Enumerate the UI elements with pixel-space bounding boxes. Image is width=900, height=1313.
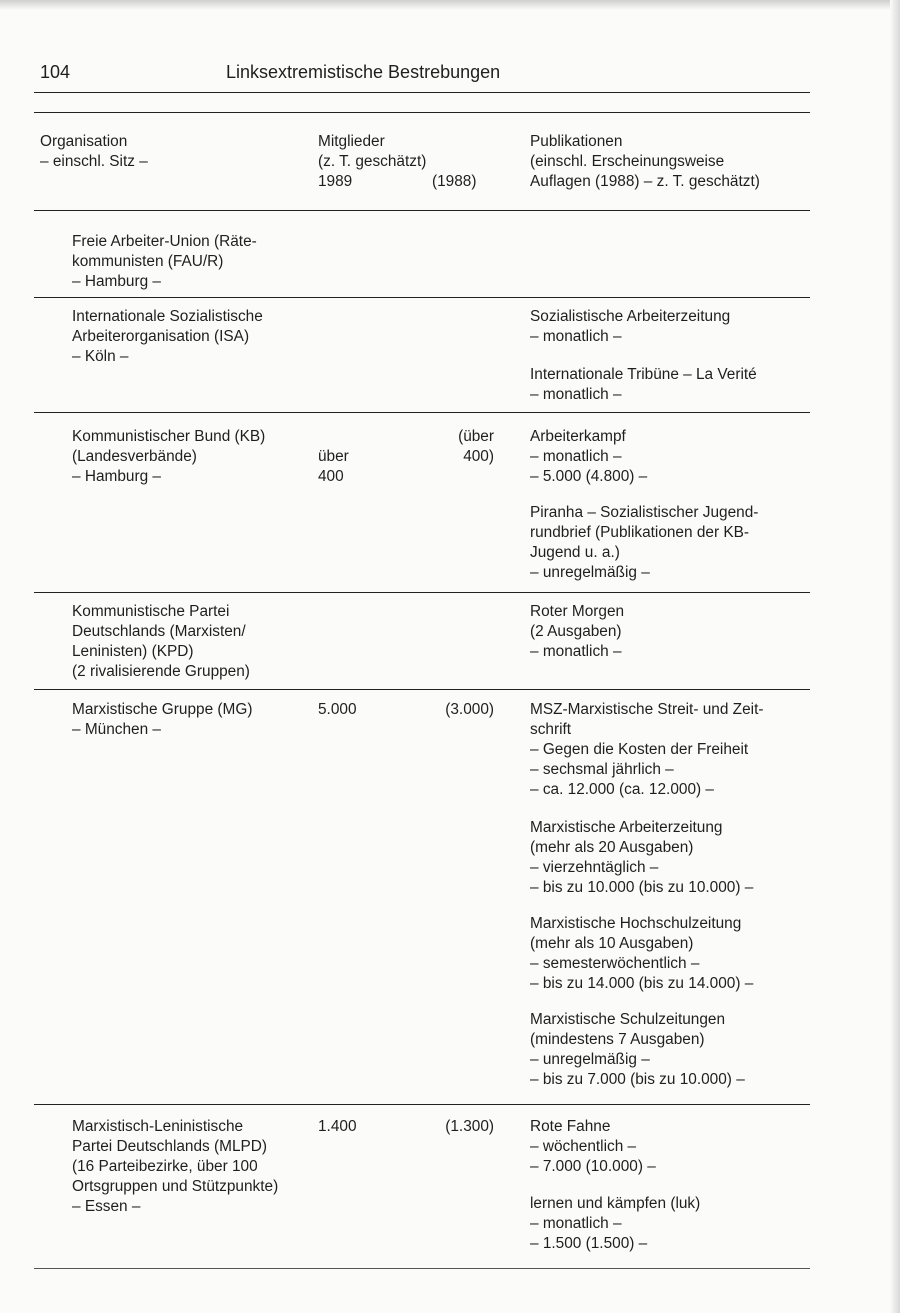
publication-entry: MSZ-Marxistische Streit- und Zeit- schrift – Gegen die Kosten der Freiheit – sechsmal jährlich – – ca. 12.000 (ca. 12.000) – [530, 701, 764, 798]
header-rule [34, 92, 810, 93]
col-header-mitglieder: Mitglieder (z. T. geschätzt) [318, 133, 427, 170]
table-top-rule [34, 112, 810, 113]
col-header-1989: 1989 [318, 173, 353, 190]
publication-entry: Internationale Tribüne – La Verité – monatlich – [530, 366, 757, 403]
publication-entry: Rote Fahne – wöchentlich – – 7.000 (10.000) – [530, 1118, 656, 1175]
members-1989 [318, 427, 388, 487]
row-divider [34, 689, 810, 690]
header-bottom-rule [34, 210, 810, 211]
row-org: Kommunistische Partei Deutschlands (Marxisten/ Leninisten) (KPD) (2 rivalisierende Gruppen) [72, 603, 250, 680]
publication-entry: lernen und kämpfen (luk) – monatlich – – 1.500 (1.500) – [530, 1195, 701, 1252]
publication-entry: Arbeiterkampf – monatlich – – 5.000 (4.800) – [530, 428, 648, 485]
row-divider [34, 297, 810, 298]
row-divider [34, 592, 810, 593]
col-header-organisation: Organisation – einschl. Sitz – [40, 133, 148, 170]
members-1989: 5.000 [318, 701, 357, 718]
row-org: Marxistisch-Leninistische Partei Deutschlands (MLPD) (16 Parteibezirke, über 100 Ortsgruppen und Stützpunkte) – Essen – [72, 1118, 279, 1215]
row-org: Kommunistischer Bund (KB) (Landesverbände) – Hamburg – [72, 428, 266, 485]
members-1988: (3.000) [445, 701, 494, 718]
row-org: Internationale Sozialistische Arbeiterorganisation (ISA) – Köln – [72, 308, 263, 365]
row-org: Marxistische Gruppe (MG) – München – [72, 701, 253, 738]
publication-entry: Roter Morgen (2 Ausgaben) – monatlich – [530, 603, 625, 660]
publication-entry: Marxistische Schulzeitungen (mindestens 7 Ausgaben) – unregelmäßig – – bis zu 7.000 (bis zu 10.000) – [530, 1011, 745, 1088]
scan-shadow-right [890, 0, 900, 1313]
members-1989: 1.400 [318, 1118, 357, 1135]
running-head: Linksextremistische Bestrebungen [226, 62, 501, 82]
members-1989-value: über 400 [318, 448, 349, 485]
col-header-1988: (1988) [432, 173, 477, 190]
publication-entry: Piranha – Sozialistischer Jugend- rundbrief (Publikationen der KB- Jugend u. a.) – unregelmäßig – [530, 504, 759, 581]
row-divider [34, 1104, 810, 1105]
publication-entry: Sozialistische Arbeiterzeitung – monatlich – [530, 308, 731, 345]
page-number: 104 [40, 62, 71, 82]
scan-shadow-top [0, 0, 900, 10]
members-1988: (1.300) [445, 1118, 494, 1135]
col-header-publikationen: Publikationen (einschl. Erscheinungsweise Auflagen (1988) – z. T. geschätzt) [530, 133, 760, 190]
row-org: Freie Arbeiter-Union (Räte- kommunisten (FAU/R) – Hamburg – [72, 233, 257, 290]
members-1988: (über 400) [458, 428, 494, 465]
publication-entry: Marxistische Hochschulzeitung (mehr als 10 Ausgaben) – semesterwöchentlich – – bis zu 14.000 (bis zu 14.000) – [530, 915, 754, 992]
table-bottom-rule [34, 1268, 810, 1269]
row-divider [34, 412, 810, 413]
publication-entry: Marxistische Arbeiterzeitung (mehr als 20 Ausgaben) – vierzehntäglich – – bis zu 10.000 (bis zu 10.000) – [530, 819, 754, 896]
